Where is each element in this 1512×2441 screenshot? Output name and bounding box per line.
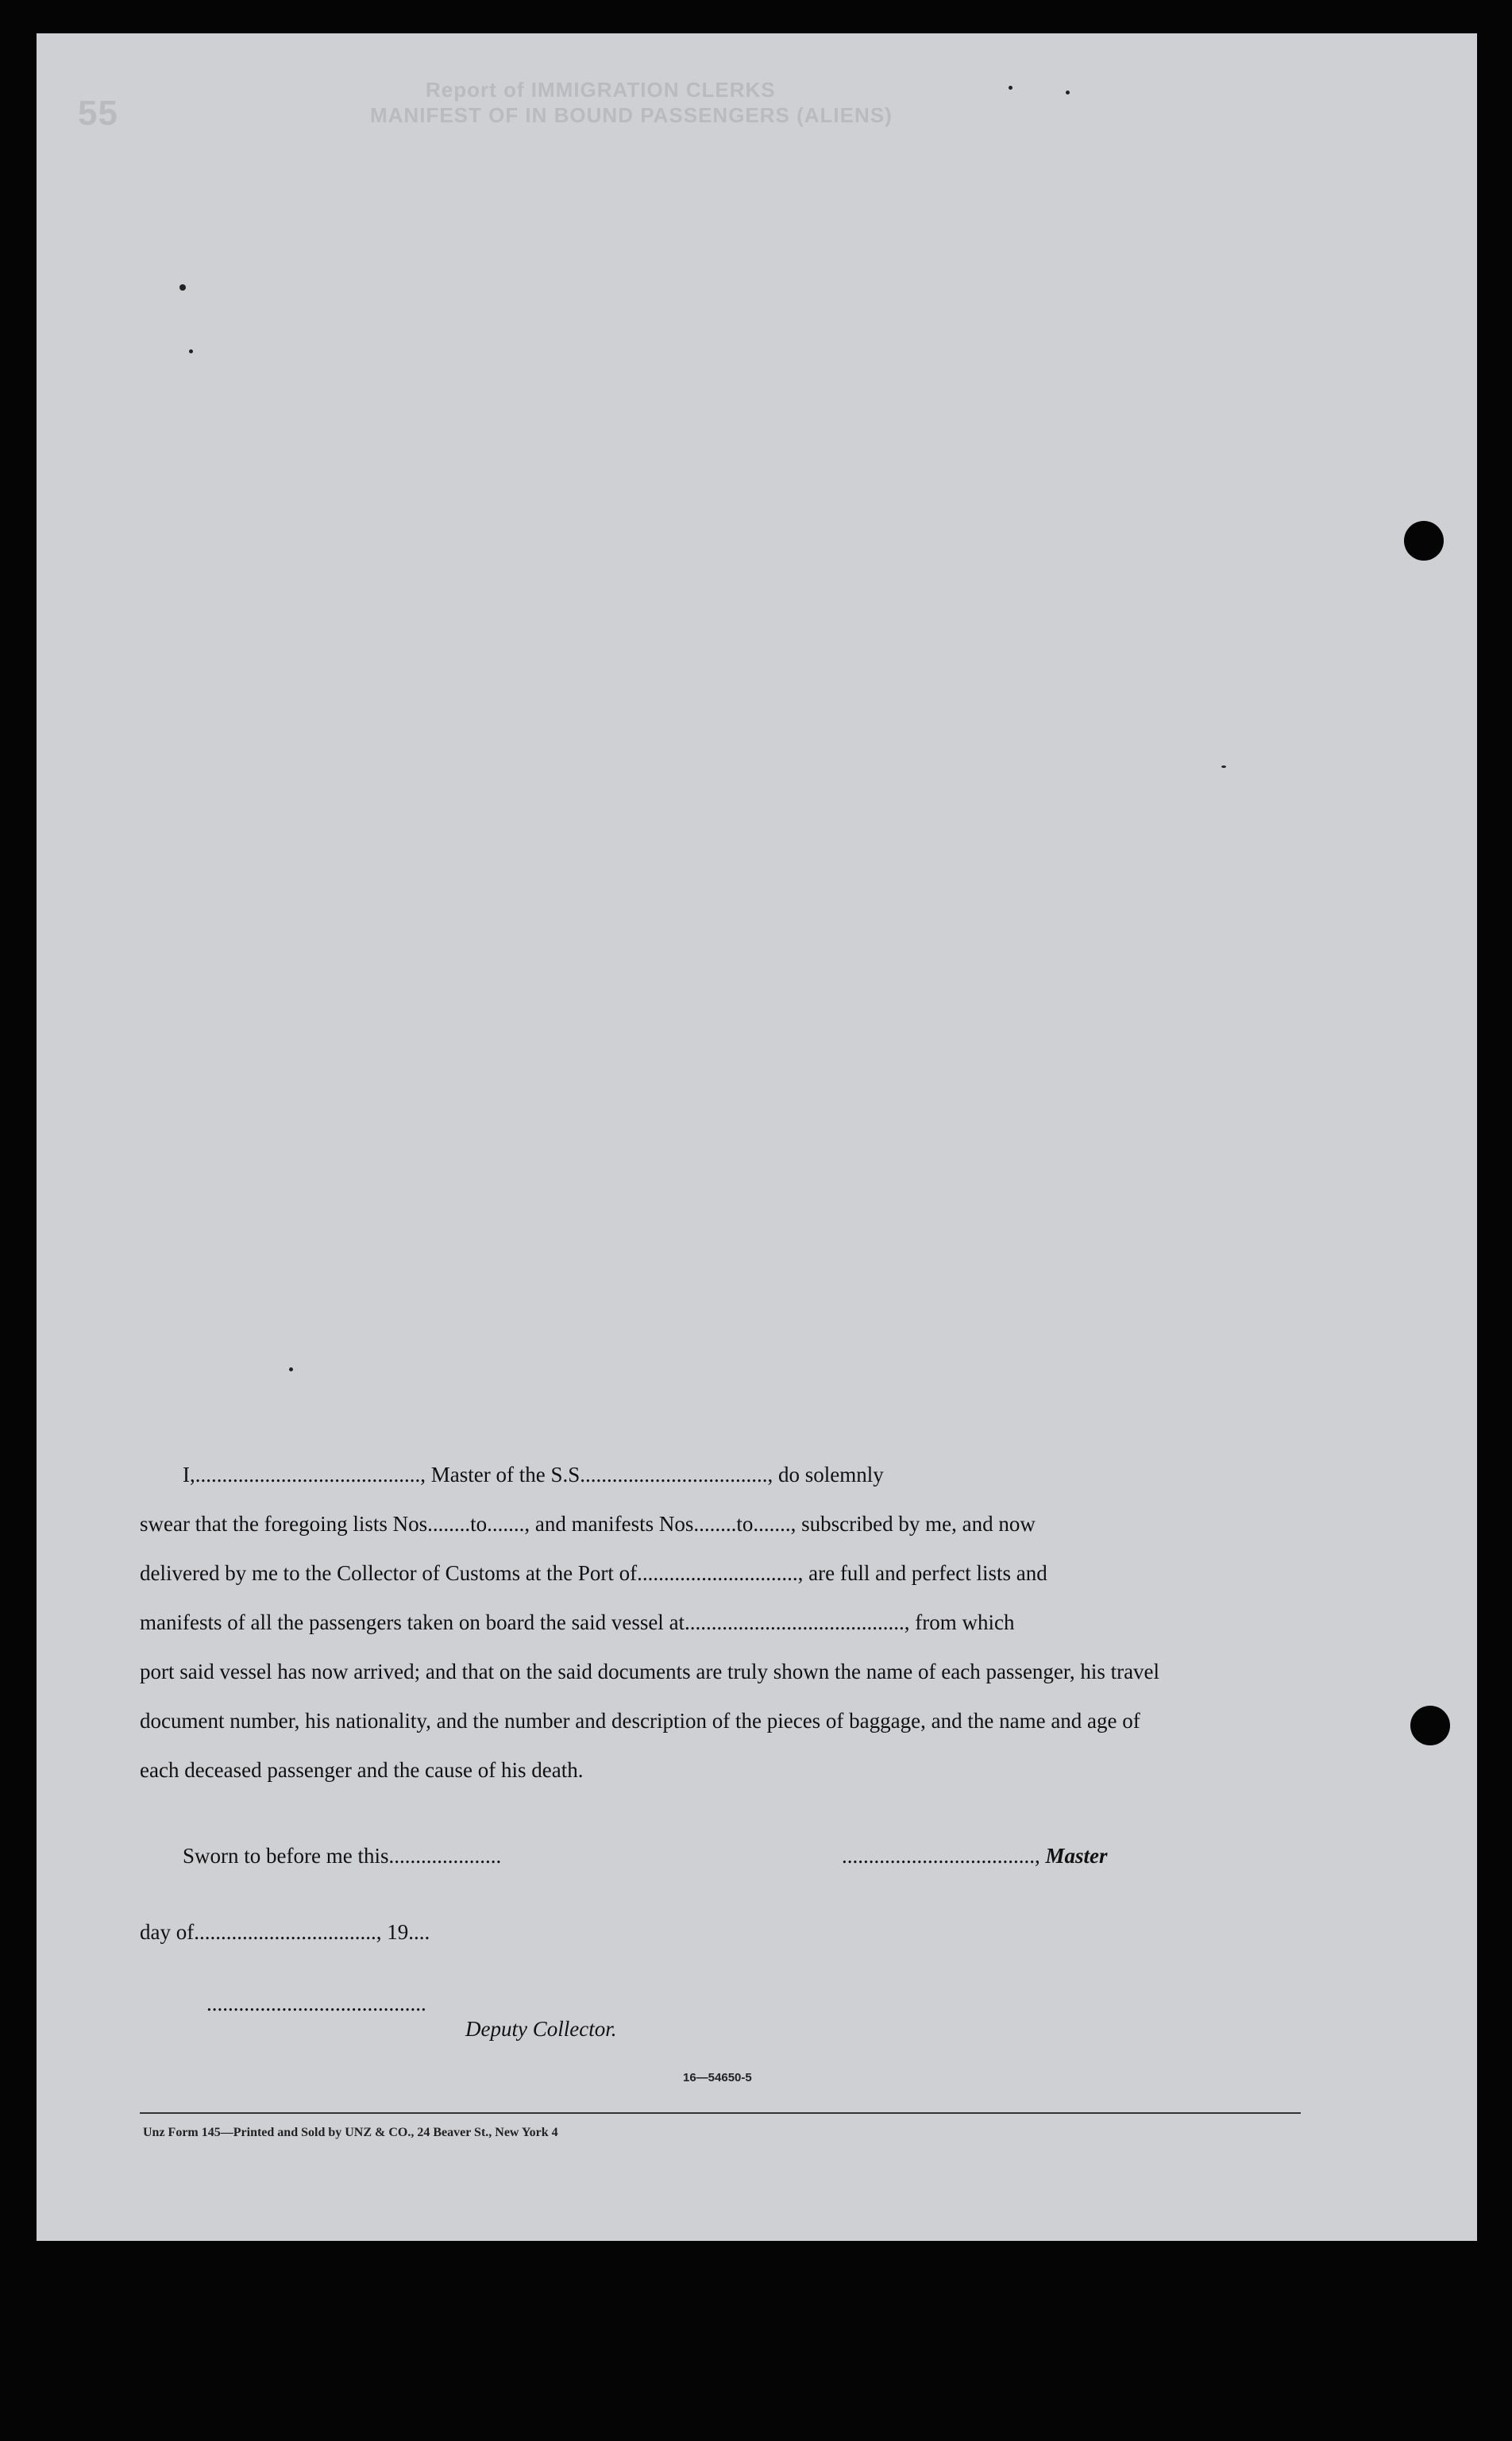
ink-mark — [189, 349, 193, 353]
oath-line-1: I,.........................................., Master of the S.S..................................., do solemnly — [183, 1463, 884, 1487]
form-number: 16—54650-5 — [683, 2071, 752, 2084]
ink-mark — [1066, 91, 1070, 94]
deputy-collector-label: Deputy Collector. — [465, 2017, 617, 2041]
collector-dots: ......................................... — [206, 1992, 426, 2015]
printer-imprint: Unz Form 145—Printed and Sold by UNZ & CO., 24 Beaver St., New York 4 — [143, 2126, 558, 2139]
oath-line-5: port said vessel has now arrived; and that on the said documents are truly shown the name of each passenger, his travel — [140, 1660, 1160, 1683]
oath-line-7: each deceased passenger and the cause of his death. — [140, 1758, 584, 1782]
manifest-page — [37, 33, 1477, 2241]
oath-line-4: manifests of all the passengers taken on board the said vessel at........................................., from which — [140, 1610, 1015, 1634]
master-label: Master — [1045, 1844, 1108, 1868]
ink-mark — [1009, 86, 1012, 90]
master-signature-line — [842, 1844, 1108, 1868]
sworn-line: Sworn to before me this..................... — [183, 1844, 502, 1868]
day-of-line: day of.................................., 19.... — [140, 1920, 430, 1944]
oath-line-3: delivered by me to the Collector of Customs at the Port of.............................., are full and perfect lists and — [140, 1561, 1047, 1585]
punch-hole-bottom — [1410, 1706, 1450, 1745]
master-oath — [140, 1450, 1301, 1795]
ink-mark — [179, 284, 186, 291]
oath-line-2: swear that the foregoing lists Nos........to......., and manifests Nos........to......., subscribed by me, and now — [140, 1512, 1036, 1536]
punch-hole-top — [1404, 521, 1444, 561]
faded-heading-line2: MANIFEST OF IN BOUND PASSENGERS (ALIENS) — [370, 103, 893, 127]
oath-line-6: document number, his nationality, and the number and description of the pieces of baggage, and the name and age of — [140, 1709, 1140, 1733]
divider — [140, 2112, 1301, 2114]
master-dots: ...................................., — [842, 1844, 1040, 1868]
ink-mark — [1221, 765, 1226, 768]
page-number: 55 — [78, 94, 118, 133]
faded-heading-line1: Report of IMMIGRATION CLERKS — [426, 78, 776, 102]
ink-mark — [289, 1367, 293, 1371]
